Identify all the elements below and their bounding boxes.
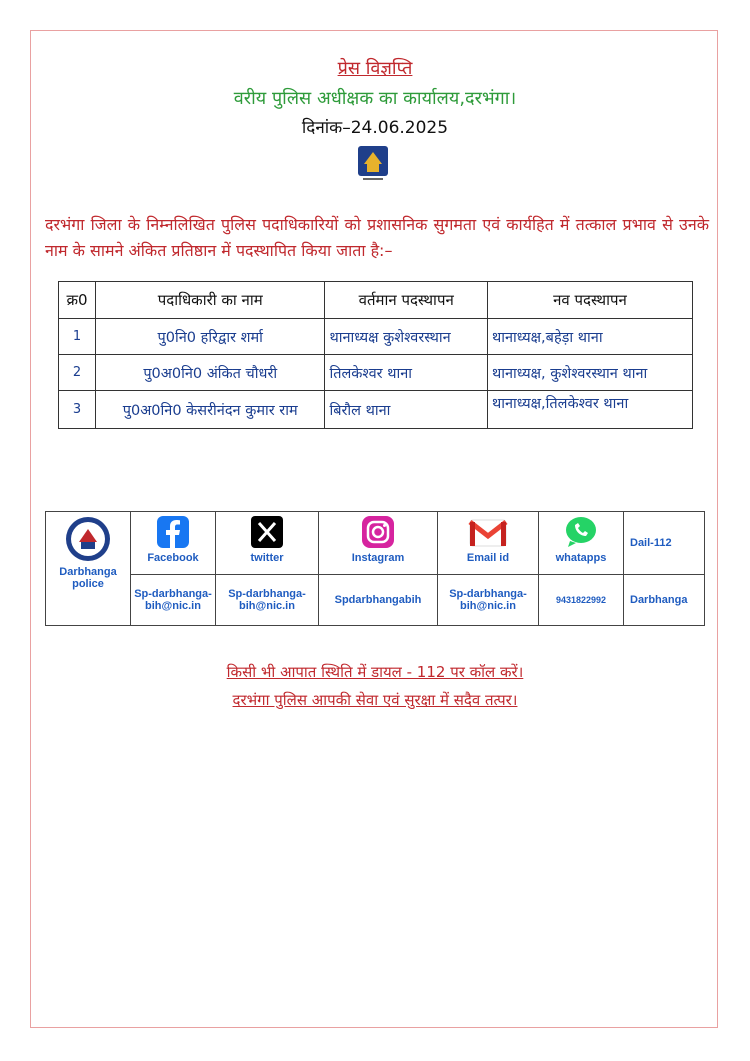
twitter-value[interactable]: Sp-darbhanga-bih@nic.in [216,575,319,626]
row-current-posting: बिरौल थाना [325,391,488,429]
row-new-posting: थानाध्यक्ष,तिलकेश्वर थाना [487,391,692,429]
posting-table [58,281,693,429]
table-header-row [59,282,693,319]
row-serial: 2 [59,355,96,391]
release-date: दिनांक–24.06.2025 [301,118,449,138]
header-new-posting: नव पदस्थापन [487,282,692,319]
darbhanga-police-label: Darbhanga police [59,566,117,590]
emergency-dial-notice: किसी भी आपात स्थिति में डायल - 112 पर कॉल करें। [226,663,524,681]
table-row [59,391,693,429]
row-current-posting: थानाध्यक्ष कुशेश्वरस्थान [325,319,488,355]
row-new-posting: थानाध्यक्ष, कुशेश्वरस्थान थाना [487,355,692,391]
row-officer-name: पु0अ0नि0 अंकित चौधरी [96,355,325,391]
press-release-title: प्रेस विज्ञप्ति [337,58,413,79]
posting-order-intro: दरभंगा जिला के निम्नलिखित पुलिस पदाधिकारियों को प्रशासनिक सुगमता एवं कार्यहित में तत्काल प्रभाव से उनके नाम के सामने अंकित प्रतिष्ठान में पदस्थापित किया जाता है:– [45,215,709,260]
row-current-posting: तिलकेश्वर थाना [325,355,488,391]
instagram-icon [362,516,394,548]
dial-112-label: Dail-112 [630,537,672,549]
email-cell[interactable] [438,512,539,575]
table-row [59,355,693,391]
header-serial: क्र0 [59,282,96,319]
whatsapp-cell[interactable] [539,512,624,575]
facebook-label: Facebook [147,552,199,564]
darbhanga-police-logo-icon [65,516,111,562]
whatsapp-label: whatapps [555,552,607,564]
row-serial: 3 [59,391,96,429]
row-new-posting: थानाध्यक्ष,बहेड़ा थाना [487,319,692,355]
table-row [59,319,693,355]
dial-112-value: Darbhanga [624,575,705,626]
twitter-cell[interactable] [216,512,319,575]
bihar-police-emblem-icon [357,144,389,184]
header-officer-name: पदाधिकारी का नाम [96,282,325,319]
facebook-icon [157,516,189,548]
row-serial: 1 [59,319,96,355]
row-officer-name: पु0नि0 हरिद्वार शर्मा [96,319,325,355]
email-value[interactable]: Sp-darbhanga-bih@nic.in [438,575,539,626]
social-contact-table [45,511,705,626]
police-service-notice: दरभंगा पुलिस आपकी सेवा एवं सुरक्षा में सदैव तत्पर। [232,691,518,709]
header-current-posting: वर्तमान पदस्थापन [325,282,488,319]
row-officer-name: पु0अ0नि0 केसरीनंदन कुमार राम [96,391,325,429]
social-values-row [46,575,705,626]
instagram-value[interactable]: Spdarbhangabih [319,575,438,626]
whatsapp-icon [564,516,598,548]
social-icons-row [46,512,705,575]
darbhanga-police-cell [46,512,131,626]
gmail-icon [468,516,508,548]
instagram-cell[interactable] [319,512,438,575]
email-label: Email id [466,552,510,564]
twitter-label: twitter [250,552,284,564]
facebook-value[interactable]: Sp-darbhanga-bih@nic.in [131,575,216,626]
office-name: वरीय पुलिस अधीक्षक का कार्यालय,दरभंगा। [233,88,517,109]
facebook-cell[interactable] [131,512,216,575]
dial-112-cell [624,512,705,575]
instagram-label: Instagram [351,552,405,564]
whatsapp-number[interactable]: 9431822992 [539,575,624,626]
x-icon [251,516,283,548]
